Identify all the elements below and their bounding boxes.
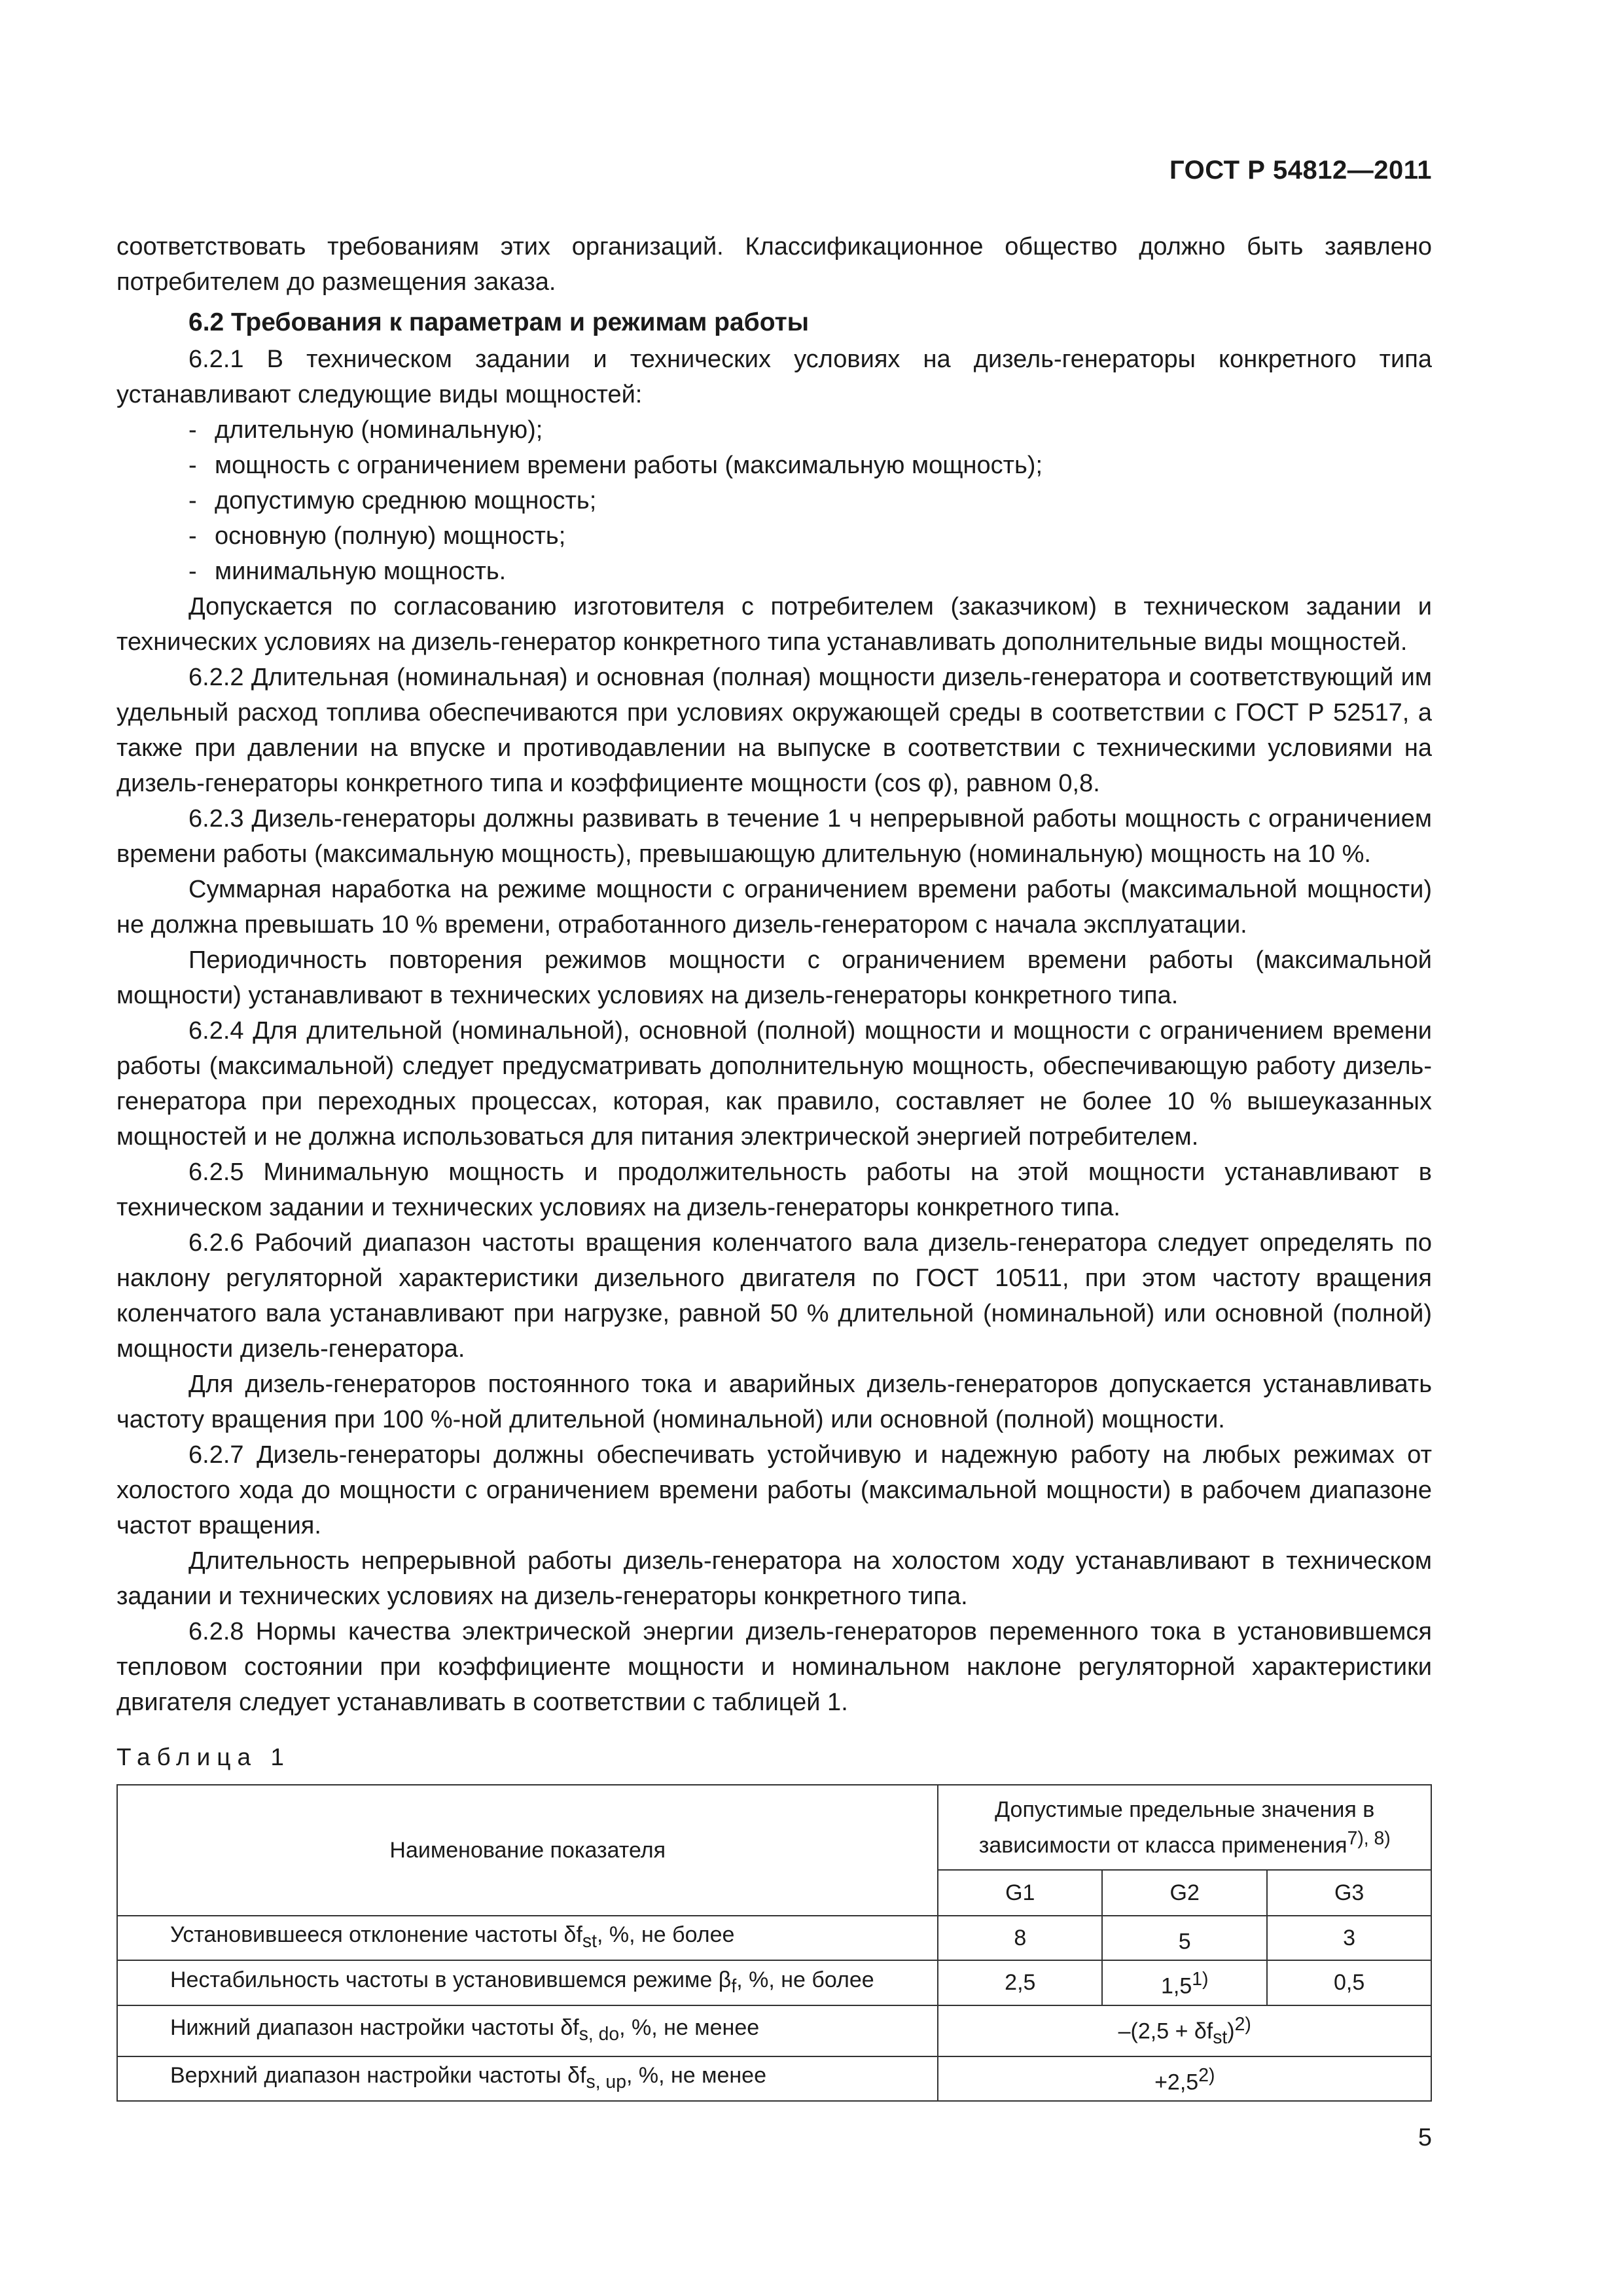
footnote-ref: 1) xyxy=(1192,1969,1209,1990)
cell-g2-value: 5 xyxy=(1178,1929,1191,1954)
row-label-text: Нижний диапазон настройки частоты δf xyxy=(170,2015,579,2040)
footnote-ref: 7), 8) xyxy=(1347,1827,1391,1849)
row-label-suffix: , %, не менее xyxy=(626,2063,766,2089)
list-item: - минимальную мощность. xyxy=(188,558,507,585)
paragraph-6-2-6b: Для дизель-генераторов постоянного тока и аварийных дизель-генераторов допускается устанавливать частоту вращения при 100 %-ной длительной (номинальной) или основной (полной) мощности. xyxy=(116,1371,1432,1433)
paragraph-6-2-7: 6.2.7 Дизель-генераторы должны обеспечивать устойчивую и надежную работу на любых режимах от холостого хода до мощности с ограничением времени работы (максимальной мощности) в рабочем диапазоне частот вращения. xyxy=(116,1441,1432,1539)
column-header-g2: G2 xyxy=(1102,1870,1267,1916)
cell-g3: 3 xyxy=(1267,1916,1431,1960)
column-header-g3: G3 xyxy=(1267,1870,1431,1916)
cell-merged xyxy=(938,2056,1431,2101)
row-label-sub: s, up xyxy=(586,2071,626,2092)
paragraph-6-2-5: 6.2.5 Минимальную мощность и продолжительность работы на этой мощности устанавливают в техническом задании и технических условиях на дизель-генераторы конкретного типа. xyxy=(116,1158,1432,1221)
paragraph-6-2-3c: Периодичность повторения режимов мощности с ограничением времени работы (максимальной мощности) устанавливают в технических условиях на дизель-генераторы конкретного типа. xyxy=(116,946,1432,1009)
paragraph-6-2-3b: Суммарная наработка на режиме мощности с ограничением времени работы (максимальной мощности) не должна превышать 10 % времени, отработанного дизель-генератором с начала эксплуатации. xyxy=(116,876,1432,939)
column-header-g1: G1 xyxy=(938,1870,1102,1916)
table-row xyxy=(117,1916,1431,1960)
list-item-text: основную (полную) мощность; xyxy=(215,522,566,550)
list-item: - длительную (номинальную); xyxy=(188,416,543,444)
paragraph-6-2-2: 6.2.2 Длительная (номинальная) и основная (полная) мощности дизель-генератора и соответствующий им удельный расход топлива обеспечиваются при условиях окружающей среды в соответствии с ГОСТ Р 52517, а также при давлении на впуске и противодавлении на выпуске в соответствии с техническими условиями на дизель-генераторы конкретного типа и коэффициенте мощности (cos φ), равном 0,8. xyxy=(116,664,1432,797)
footnote-ref: 2) xyxy=(1198,2064,1215,2086)
document-header: ГОСТ Р 54812—2011 xyxy=(1169,156,1432,185)
row-label-text: Нестабильность частоты в установившемся режиме β xyxy=(170,1967,732,1992)
cell-g3: 0,5 xyxy=(1267,1960,1431,2005)
frequency-quality-table xyxy=(116,1784,1432,2102)
row-label-suffix: , %, не менее xyxy=(619,2015,760,2040)
row-label xyxy=(117,2056,938,2101)
cell-merged-value: +2,5 xyxy=(1154,2070,1199,2095)
table-row xyxy=(117,2005,1431,2056)
row-label-suffix: , %, не более xyxy=(596,1922,735,1948)
row-label-suffix: , %, не более xyxy=(736,1967,874,1992)
power-types-list xyxy=(116,412,1432,589)
paragraph-6-2-3: 6.2.3 Дизель-генераторы должны развивать в течение 1 ч непрерывной работы мощность с ограничением времени работы (максимальную мощность), превышающую длительную (номинальную) мощность на 10 %. xyxy=(116,805,1432,868)
column-header-values-text: Допустимые предельные значения в зависимости от класса применения xyxy=(978,1797,1375,1858)
cell-merged xyxy=(938,2005,1431,2056)
row-label xyxy=(117,1916,938,1960)
cell-g1: 2,5 xyxy=(938,1960,1102,2005)
cell-merged-tail: ) xyxy=(1227,2018,1235,2043)
table-header-row xyxy=(117,1785,1431,1870)
column-header-values xyxy=(938,1785,1431,1870)
page-number: 5 xyxy=(1418,2124,1432,2151)
paragraph-6-2-1b: Допускается по согласованию изготовителя с потребителем (заказчиком) в техническом задании и технических условиях на дизель-генератор конкретного типа устанавливать дополнительные виды мощностей. xyxy=(116,593,1432,656)
paragraph-6-2-6: 6.2.6 Рабочий диапазон частоты вращения коленчатого вала дизель-генератора следует определять по наклону регуляторной характеристики дизельного двигателя по ГОСТ 10511, при этом частоту вращения коленчатого вала устанавливают при нагрузке, равной 50 % длительной (номинальной) или основной (полной) мощности дизель-генератора. xyxy=(116,1229,1432,1363)
table-row xyxy=(117,1960,1431,2005)
row-label xyxy=(117,1960,938,2005)
table-caption: Таблица 1 xyxy=(116,1744,291,1770)
list-item: - основную (полную) мощность; xyxy=(188,522,566,550)
cell-merged-sub: st xyxy=(1213,2026,1228,2048)
table-row xyxy=(117,2056,1431,2101)
footnote-ref: 2) xyxy=(1234,2013,1251,2035)
cell-g2 xyxy=(1102,1916,1267,1960)
list-item: - допустимую среднюю мощность; xyxy=(188,487,597,514)
row-label-text: Верхний диапазон настройки частоты δf xyxy=(170,2063,586,2089)
paragraph-6-2-7b: Длительность непрерывной работы дизель-генератора на холостом ходу устанавливают в техническом задании и технических условиях на дизель-генераторы конкретного типа. xyxy=(116,1547,1432,1610)
list-item-text: длительную (номинальную); xyxy=(215,416,543,444)
paragraph-6-2-8: 6.2.8 Нормы качества электрической энергии дизель-генераторов переменного тока в установившемся тепловом состоянии при коэффициенте мощности и номинальном наклоне регуляторной характеристики двигателя следует устанавливать в соответствии с таблицей 1. xyxy=(116,1618,1432,1716)
list-item-text: допустимую среднюю мощность; xyxy=(215,487,597,514)
list-item: - мощность с ограничением времени работы (максимальную мощность); xyxy=(188,452,1043,479)
column-header-name: Наименование показателя xyxy=(117,1785,938,1916)
row-label-sub: f xyxy=(731,1975,737,1997)
section-heading: 6.2 Требования к параметрам и режимам работы xyxy=(188,308,810,336)
cell-g2 xyxy=(1102,1960,1267,2005)
paragraph-6-2-4: 6.2.4 Для длительной (номинальной), основной (полной) мощности и мощности с ограничением времени работы (максимальной) следует предусматривать дополнительную мощность, обеспечивающую работу дизель-генератора при переходных процессах, которая, как правило, составляет не более 10 % вышеуказанных мощностей и не должна использоваться для питания электрической энергией потребителем. xyxy=(116,1017,1432,1151)
list-item-text: минимальную мощность. xyxy=(215,558,507,585)
row-label-sub: s, do xyxy=(579,2023,620,2045)
cell-g1: 8 xyxy=(938,1916,1102,1960)
paragraph-6-2-1: 6.2.1 В техническом задании и технических условиях на дизель-генераторы конкретного типа устанавливают следующие виды мощностей: xyxy=(116,346,1432,408)
row-label-sub: st xyxy=(582,1931,597,1952)
cell-merged-value: –(2,5 + δf xyxy=(1118,2018,1213,2043)
document-body xyxy=(116,229,1432,2102)
cell-g2-value: 1,5 xyxy=(1160,1973,1192,1999)
list-item-text: мощность с ограничением времени работы (максимальную мощность); xyxy=(215,452,1043,479)
row-label-text: Установившееся отклонение частоты δf xyxy=(170,1922,582,1948)
row-label xyxy=(117,2005,938,2056)
paragraph-continuation: соответствовать требованиям этих организаций. Классификационное общество должно быть заявлено потребителем до размещения заказа. xyxy=(116,233,1432,296)
